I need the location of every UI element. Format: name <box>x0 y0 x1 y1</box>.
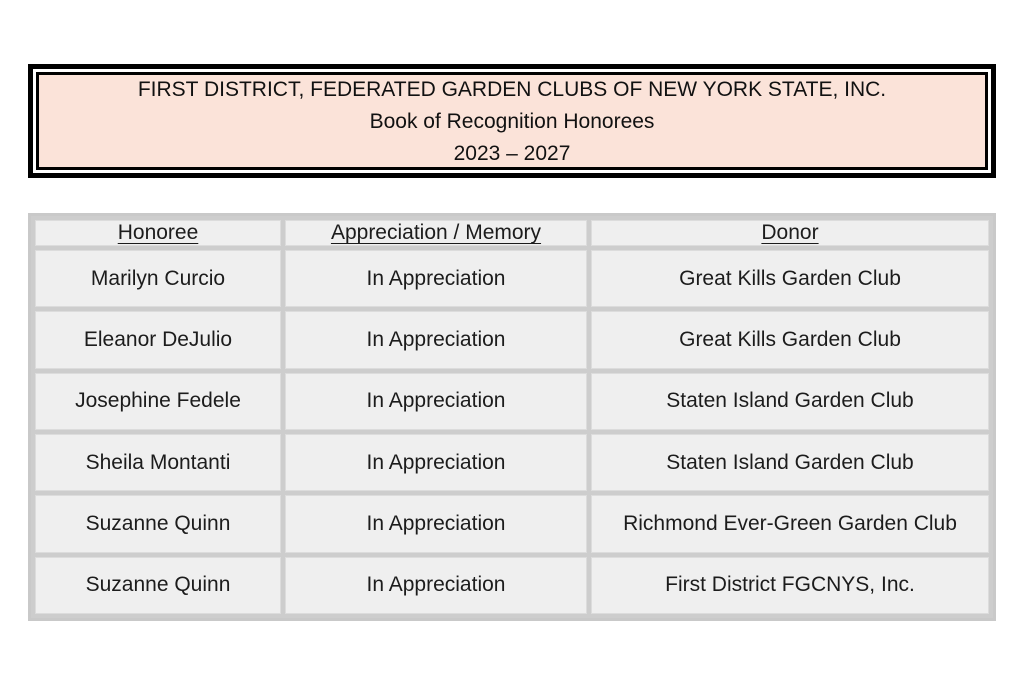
title-frame-inner <box>36 72 988 170</box>
document-subtitle: Book of Recognition Honorees <box>369 109 655 133</box>
column-header-donor <box>591 220 989 246</box>
cell-donor: First District FGCNYS, Inc. <box>591 557 989 614</box>
table-row <box>35 373 989 430</box>
title-box <box>28 64 996 178</box>
column-header-label: Honoree <box>117 221 199 244</box>
cell-donor: Great Kills Garden Club <box>591 250 989 307</box>
table-row <box>35 311 989 368</box>
table-row <box>35 250 989 307</box>
honorees-table <box>31 216 993 618</box>
table-row <box>35 434 989 491</box>
cell-appreciation: In Appreciation <box>285 557 587 614</box>
cell-donor: Staten Island Garden Club <box>591 373 989 430</box>
cell-appreciation: In Appreciation <box>285 311 587 368</box>
cell-honoree: Eleanor DeJulio <box>35 311 281 368</box>
title-panel <box>39 75 985 167</box>
cell-appreciation: In Appreciation <box>285 373 587 430</box>
table-row <box>35 557 989 614</box>
cell-appreciation: In Appreciation <box>285 495 587 552</box>
table-header-row <box>35 220 989 246</box>
honorees-table-frame <box>28 213 996 621</box>
cell-honoree: Josephine Fedele <box>35 373 281 430</box>
column-header-appreciation-memory <box>285 220 587 246</box>
cell-honoree: Suzanne Quinn <box>35 495 281 552</box>
cell-honoree: Marilyn Curcio <box>35 250 281 307</box>
cell-donor: Richmond Ever-Green Garden Club <box>591 495 989 552</box>
organization-title: FIRST DISTRICT, FEDERATED GARDEN CLUBS OF NEW YORK STATE, INC. <box>137 77 887 101</box>
column-header-label: Donor <box>761 221 819 244</box>
table-row <box>35 495 989 552</box>
column-header-label: Appreciation / Memory <box>330 221 542 244</box>
title-frame-gap <box>33 69 991 173</box>
cell-appreciation: In Appreciation <box>285 250 587 307</box>
cell-appreciation: In Appreciation <box>285 434 587 491</box>
column-header-honoree <box>35 220 281 246</box>
cell-honoree: Sheila Montanti <box>35 434 281 491</box>
cell-donor: Great Kills Garden Club <box>591 311 989 368</box>
cell-honoree: Suzanne Quinn <box>35 557 281 614</box>
cell-donor: Staten Island Garden Club <box>591 434 989 491</box>
year-range: 2023 – 2027 <box>453 141 571 165</box>
